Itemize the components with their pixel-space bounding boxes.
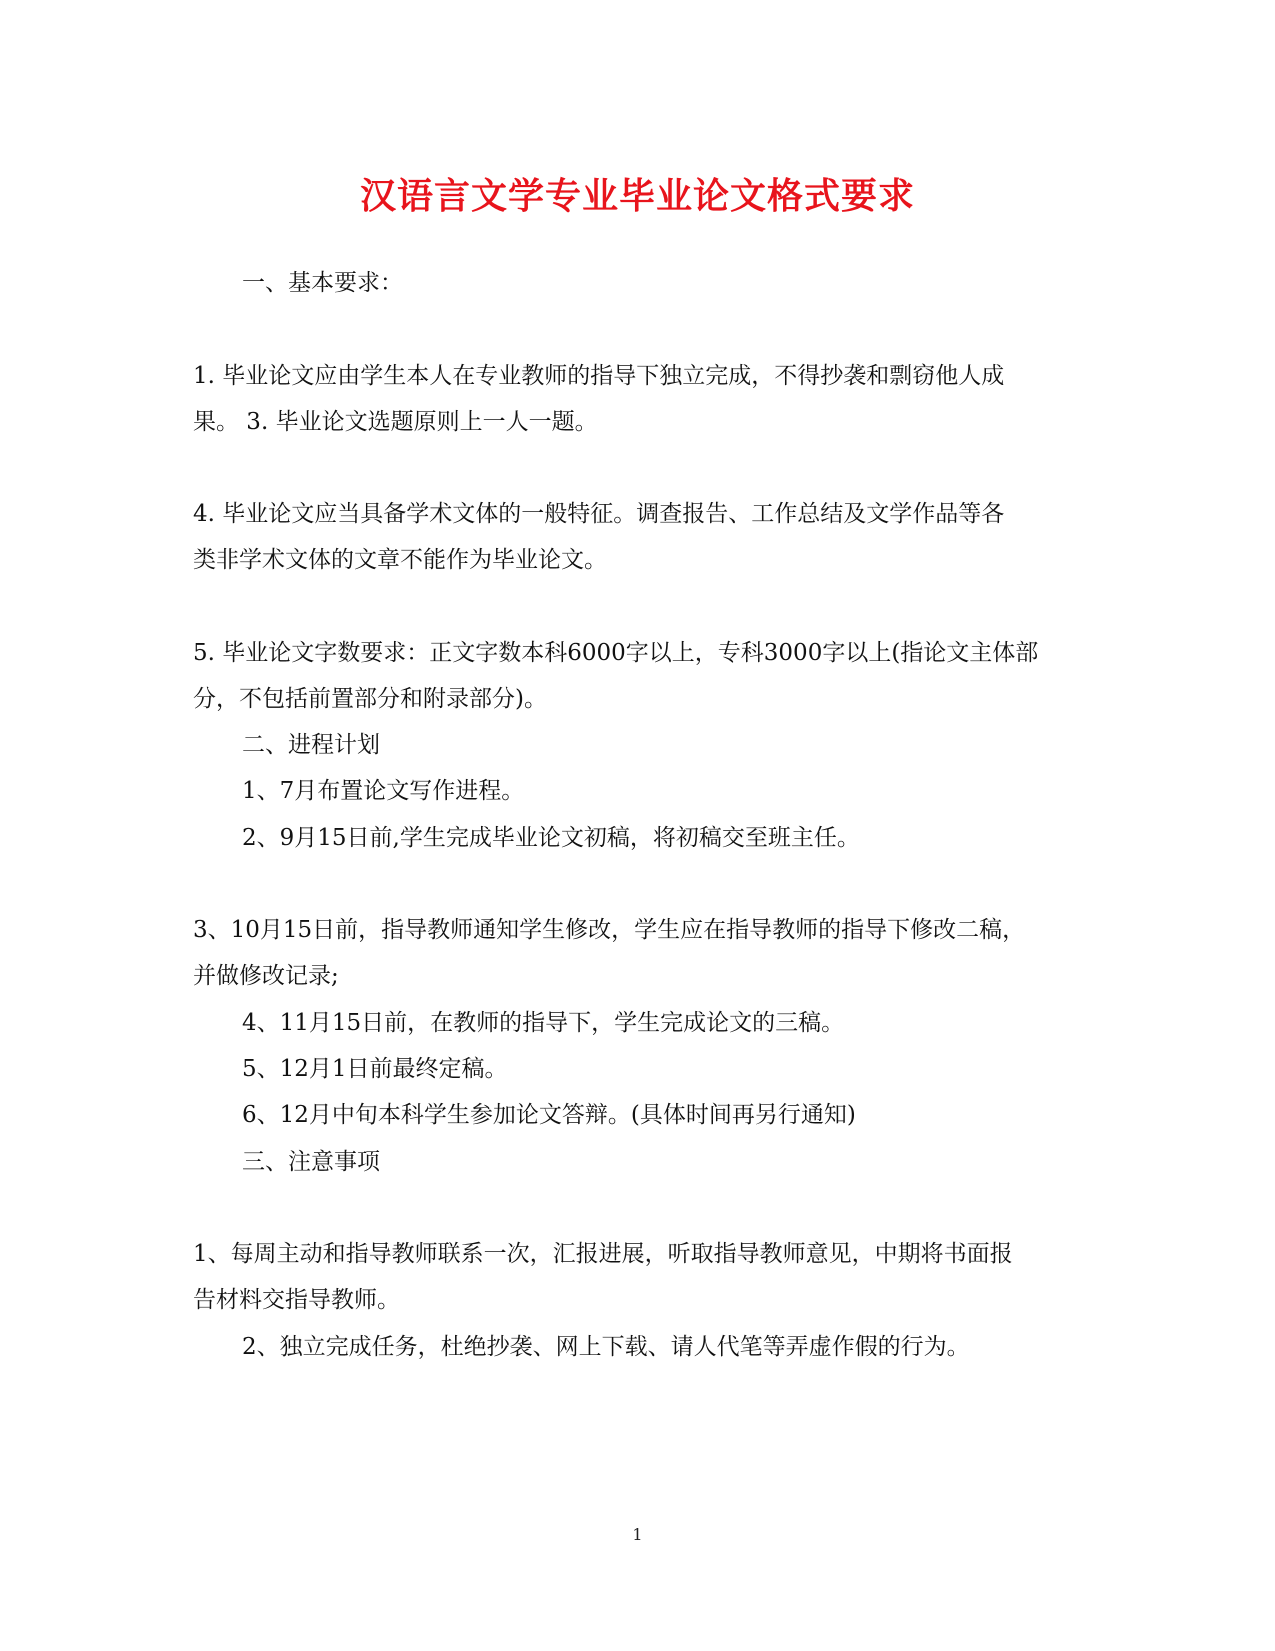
list-item: 6、12月中旬本科学生参加论文答辩。(具体时间再另行通知): [242, 1102, 856, 1128]
list-item: 2、独立完成任务，杜绝抄袭、网上下载、请人代笔等弄虚作假的行为。: [242, 1334, 970, 1360]
paragraph-line: 并做修改记录;: [193, 963, 339, 989]
paragraph-line: 分，不包括前置部分和附录部分)。: [193, 686, 547, 712]
paragraph-line: 1、每周主动和指导教师联系一次，汇报进展，听取指导教师意见，中期将书面报: [193, 1241, 1013, 1267]
paragraph-line: 果。 3. 毕业论文选题原则上一人一题。: [193, 409, 598, 435]
paragraph-line: 3、10月15日前，指导教师通知学生修改，学生应在指导教师的指导下修改二稿，: [193, 917, 1026, 943]
list-item: 4、11月15日前，在教师的指导下，学生完成论文的三稿。: [242, 1010, 845, 1036]
section-heading-schedule: 二、进程计划: [242, 732, 380, 758]
section-heading-notes: 三、注意事项: [242, 1149, 380, 1175]
paragraph-line: 1. 毕业论文应由学生本人在专业教师的指导下独立完成，不得抄袭和剽窃他人成: [193, 363, 1005, 389]
paragraph-line: 告材料交指导教师。: [193, 1287, 400, 1313]
paragraph-line: 类非学术文体的文章不能作为毕业论文。: [193, 547, 607, 573]
paragraph-line: 4. 毕业论文应当具备学术文体的一般特征。调查报告、工作总结及文学作品等各: [193, 501, 1005, 527]
section-heading-basic-requirements: 一、基本要求：: [242, 270, 403, 296]
list-item: 2、9月15日前,学生完成毕业论文初稿，将初稿交至班主任。: [242, 825, 860, 851]
paragraph-line: 5. 毕业论文字数要求：正文字数本科6000字以上，专科3000字以上(指论文主体部: [193, 640, 1039, 666]
page-number: 1: [632, 1525, 643, 1544]
list-item: 5、12月1日前最终定稿。: [242, 1056, 508, 1082]
list-item: 1、7月布置论文写作进程。: [242, 778, 525, 804]
document-title: 汉语言文学专业毕业论文格式要求: [359, 175, 915, 217]
